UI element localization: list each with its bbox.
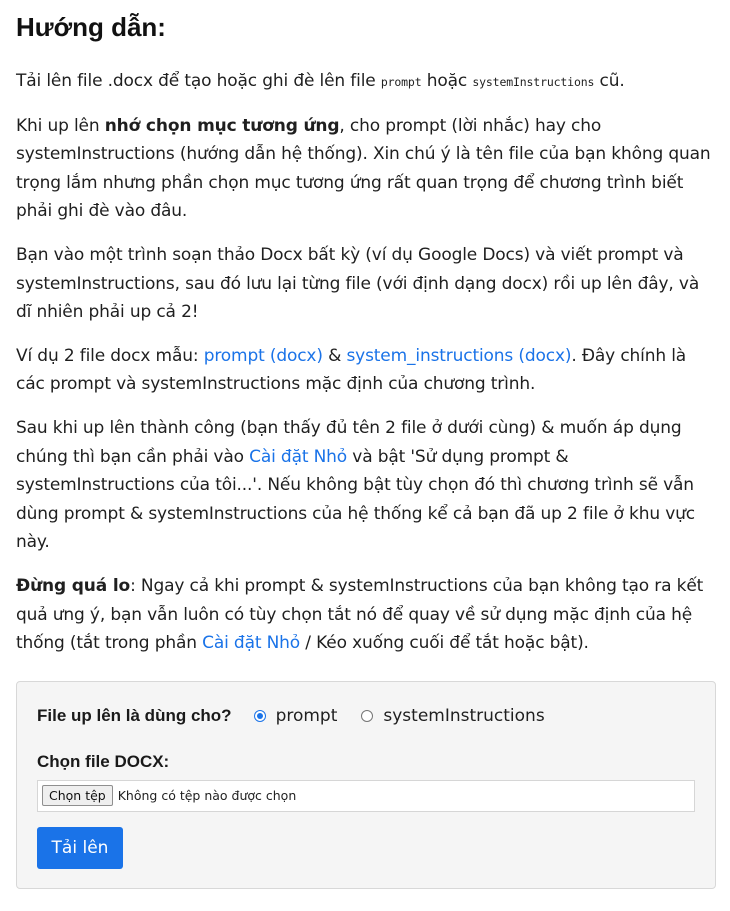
radio-label-system-instructions: systemInstructions — [383, 705, 545, 726]
text-span: hoặc — [421, 71, 473, 91]
radio-label-prompt: prompt — [275, 705, 338, 726]
upload-panel — [16, 681, 716, 889]
settings-link[interactable]: Cài đặt Nhỏ — [202, 633, 301, 654]
bold-emphasis: Đừng quá lo — [16, 575, 131, 596]
radio-button-prompt[interactable] — [254, 710, 266, 722]
page-title: Hướng dẫn: — [16, 12, 166, 42]
settings-link[interactable]: Cài đặt Nhỏ — [249, 446, 348, 467]
file-label: Chọn file DOCX: — [37, 751, 170, 771]
choose-file-button[interactable]: Chọn tệp — [42, 785, 113, 806]
text-span: cũ. — [594, 71, 625, 91]
intro-paragraph — [16, 67, 714, 97]
upload-button[interactable]: Tải lên — [37, 827, 123, 869]
text-span: Tải lên file .docx để tạo hoặc ghi đè lên file — [16, 71, 381, 91]
text-span: Ví dụ 2 file docx mẫu: — [16, 345, 204, 366]
text-span: và bật 'Sử dụng prompt & systemInstructions của tôi...'. Nếu không bật tùy chọn đó thì chương trình sẽ vẫn dùng prompt & systemInstructions của hệ thống kể cả bạn đã up 2 file ở khu vực này. — [16, 446, 695, 553]
purpose-label: File up lên là dùng cho? — [37, 705, 232, 725]
text-span: Sau khi up lên thành công (bạn thấy đủ tên 2 file ở dưới cùng) & muốn áp dụng chúng thì bạn cần phải vào — [16, 417, 682, 467]
prompt-docx-link[interactable]: prompt (docx) — [203, 345, 323, 366]
editor-paragraph: Bạn vào một trình soạn thảo Docx bất kỳ (ví dụ Google Docs) và viết prompt và systemInstructions, sau đó lưu lại từng file (với định dạng docx) rồi up lên đây, và dĩ nhiên phải up cả 2! — [16, 244, 700, 323]
apply-paragraph — [16, 414, 714, 557]
bold-emphasis: nhớ chọn mục tương ứng — [104, 115, 340, 136]
text-span: Khi up lên — [16, 115, 105, 136]
text-span: & — [322, 345, 347, 366]
text-span: . Đây chính là các prompt và systemInstructions mặc định của chương trình. — [16, 345, 687, 395]
examples-paragraph — [16, 342, 714, 399]
file-row — [37, 752, 695, 812]
text-span: : Ngay cả khi prompt & systemInstructions của bạn không tạo ra kết quả ưng ý, bạn vẫn luôn có tùy chọn tắt nó để quay về sử dụng mặc định của hệ thống (tắt trong phần — [16, 575, 704, 654]
radio-button-system-instructions[interactable] — [361, 710, 373, 722]
select-paragraph — [16, 112, 714, 226]
text-span: / Kéo xuống cuối để tắt hoặc bật). — [300, 633, 589, 654]
code-prompt: prompt — [380, 75, 422, 89]
text-span: , cho prompt (lời nhắc) hay cho systemInstructions (hướng dẫn hệ thống). Xin chú ý là tên file của bạn không quan trọng lắm nhưng phần chọn mục tương ứng rất quan trọng để chương trình biết phải ghi đè vào đâu. — [16, 115, 711, 222]
code-system-instructions: systemInstructions — [472, 75, 595, 89]
purpose-row — [37, 702, 695, 730]
radio-option-system-instructions[interactable] — [361, 706, 544, 726]
radio-option-prompt[interactable] — [254, 706, 338, 726]
file-status-text: Không có tệp nào được chọn — [117, 788, 297, 804]
reassure-paragraph — [16, 572, 714, 658]
system-instructions-docx-link[interactable]: system_instructions (docx) — [346, 345, 572, 366]
file-input[interactable] — [37, 780, 695, 812]
